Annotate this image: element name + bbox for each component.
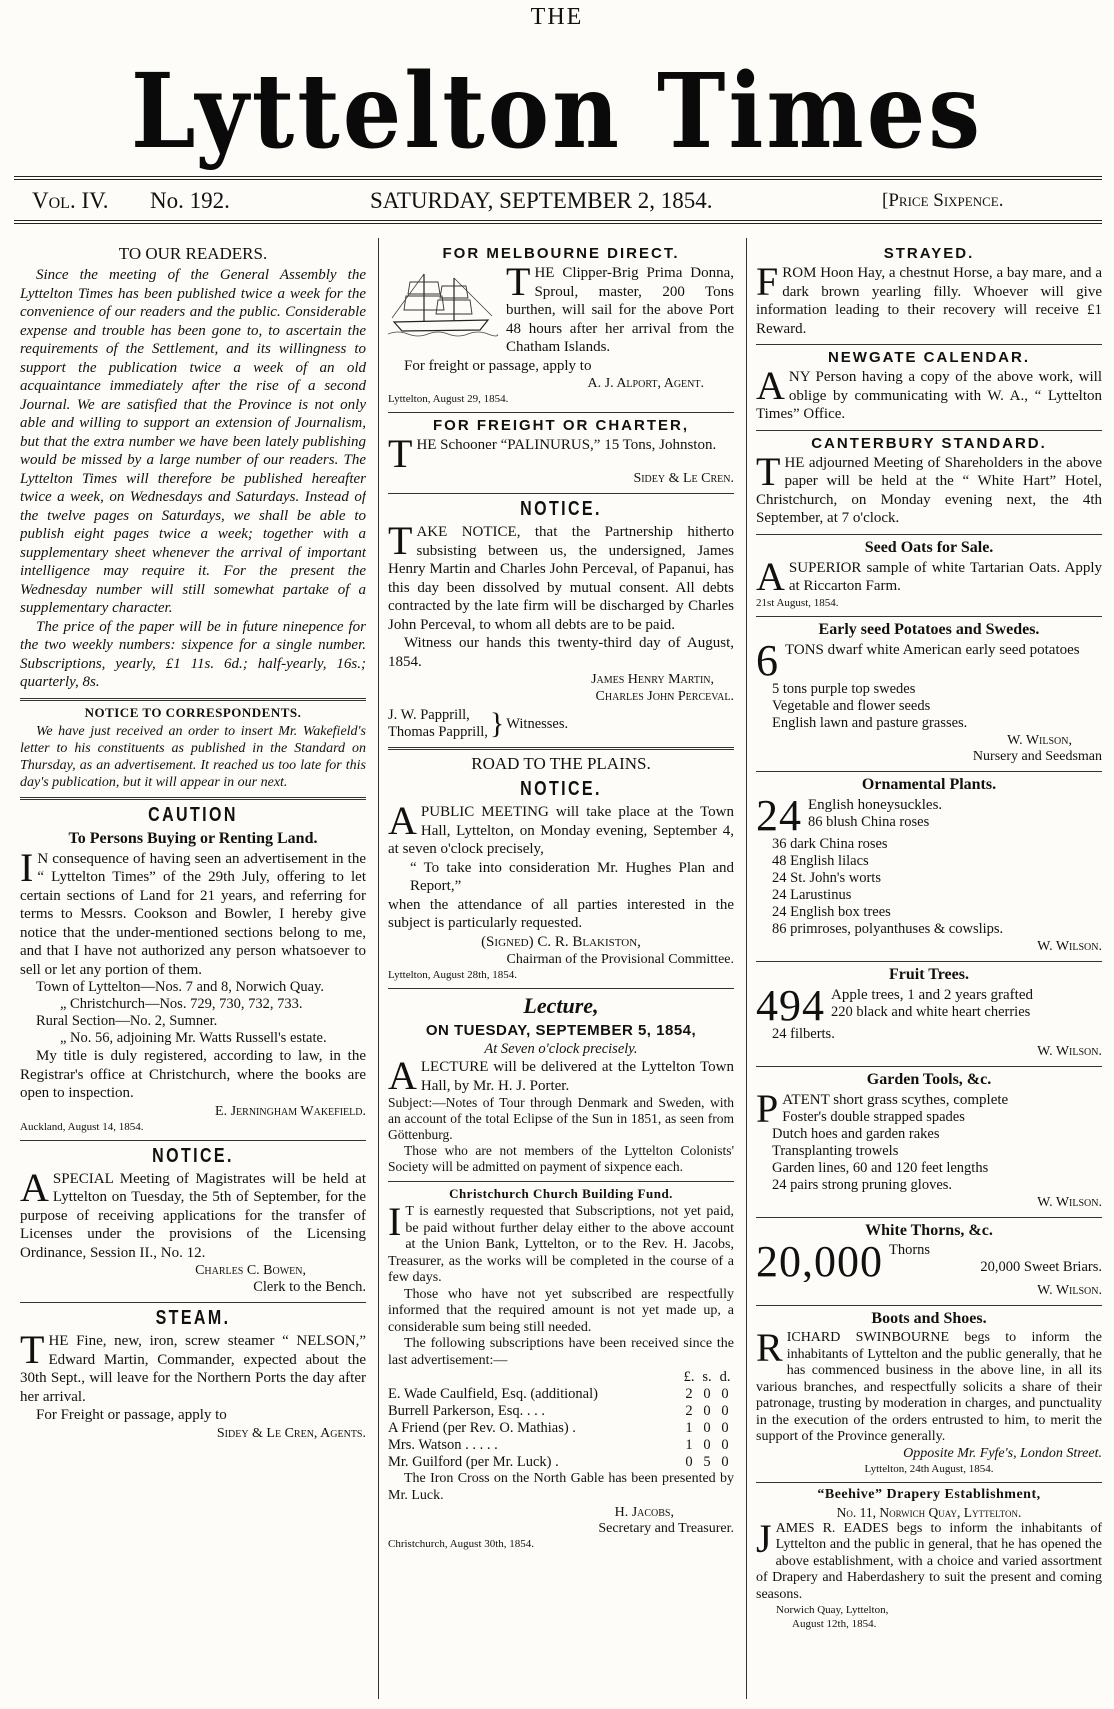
correspondents-body: We have just received an order to insert Mr. Wakefield's letter to his constituents as published in the Standard on Thursday, as an advertisement. It reached us too late for this day's publication, but it will appear in our next.: [20, 723, 366, 790]
melbourne-agent: A. J. Alport, Agent.: [587, 376, 704, 391]
strayed-initial: F: [756, 259, 779, 304]
beehive-heading: “Beehive” Drapery Establishment,: [817, 1486, 1041, 1502]
church-initial: I: [388, 1199, 402, 1244]
magistrates-heading: NOTICE.: [152, 1144, 234, 1167]
church-cross: The Iron Cross on the North Gable has been presented by Mr. Luck.: [388, 1471, 734, 1503]
correspondents-heading: NOTICE TO CORRESPONDENTS.: [84, 704, 302, 720]
boots-heading: Boots and Shoes.: [871, 1310, 987, 1327]
column-2: [388, 242, 734, 1701]
divider: [756, 430, 1102, 431]
brace: }: [489, 707, 505, 740]
beehive-dateline: Norwich Quay, Lyttelton,: [776, 1604, 889, 1616]
masthead-rule: [14, 179, 1102, 180]
issue-number: No. 192.: [150, 188, 230, 213]
divider: [20, 1302, 366, 1303]
divider: [756, 1482, 1102, 1483]
amount-shillings: 0: [703, 1420, 711, 1436]
divider: [756, 1066, 1102, 1067]
divider: [756, 1217, 1102, 1218]
steam-heading: STEAM.: [155, 1307, 231, 1329]
thorns-heading: White Thorns, &c.: [865, 1222, 993, 1239]
potatoes-item: English lawn and pasture grasses.: [772, 714, 968, 731]
divider: [20, 797, 366, 800]
ornamental-item: 24 Larustinus: [772, 886, 852, 903]
divider: [756, 616, 1102, 617]
caution-list-item: „ Christchurch—Nos. 729, 730, 732, 733.: [60, 996, 303, 1012]
divider: [20, 1140, 366, 1141]
column-rule: [378, 238, 379, 1699]
divider: [756, 534, 1102, 535]
caution-signer: E. Jerningham Wakefield.: [215, 1103, 366, 1119]
caution-list-item: Town of Lyttelton—Nos. 7 and 8, Norwich Quay.: [36, 979, 325, 995]
amount-shillings: 5: [703, 1454, 711, 1470]
divider: [756, 344, 1102, 345]
amount-pounds: 0: [685, 1454, 693, 1470]
column-3: [756, 242, 1102, 1701]
masthead-the: THE: [530, 4, 584, 30]
beehive-dateline: August 12th, 1854.: [792, 1618, 877, 1630]
steam-body: HE Fine, new, iron, screw steamer “ NELSON,” Edward Martin, Commander, expected about the 30th Sept., will leave for the Northern Ports the day after her arrival.: [20, 1333, 366, 1405]
table-header: [388, 1369, 734, 1386]
table-row: [388, 1437, 734, 1454]
melbourne-apply: For freight or passage, apply to: [404, 357, 592, 374]
ornamental-item: 24 English box trees: [772, 903, 891, 920]
divider: [388, 493, 734, 494]
divider: [388, 988, 734, 989]
tools-initial: P: [756, 1085, 779, 1131]
partnership-witness: Witness our hands this twenty-third day of August, 1854.: [388, 635, 734, 670]
table-row: [388, 1386, 734, 1403]
readers-price: The price of the paper will be in future ninepence for the two weekly numbers: sixpence for a single number. Subscriptions, yearly, £1 11s. 6d.; half-yearly, 16s.; quarterly, 8s.: [20, 618, 366, 690]
subscriber-name: Mr. Guilford (per Mr. Luck) .: [388, 1454, 559, 1470]
caution-initial: I: [20, 844, 34, 890]
charter-initial: T: [388, 431, 413, 476]
road-dateline: Lyttelton, August 28th, 1854.: [388, 969, 517, 981]
tools-body: ATENT short grass scythes, complete: [782, 1091, 1009, 1108]
ornamental-body: English honeysuckles.: [808, 796, 943, 813]
ship-illustration: [388, 268, 498, 340]
magistrates-initial: A: [20, 1164, 49, 1210]
boots-initial: R: [756, 1325, 783, 1370]
potatoes-item: Vegetable and flower seeds: [772, 697, 931, 714]
fruit-signer: W. Wilson.: [1037, 1043, 1102, 1059]
amount-shillings: 0: [703, 1437, 711, 1453]
newgate-heading: NEWGATE CALENDAR.: [827, 349, 1031, 366]
readers-heading: TO OUR READERS.: [118, 244, 268, 263]
melbourne-initial: T: [506, 259, 531, 304]
divider: [20, 698, 366, 701]
tools-item: Foster's double strapped spades: [782, 1109, 965, 1125]
tools-heading: Garden Tools, &c.: [866, 1070, 992, 1088]
masthead-title: Lyttelton Times: [130, 50, 984, 172]
dateline: [22, 188, 1102, 218]
boots-dateline: Lyttelton, 24th August, 1854.: [864, 1462, 994, 1475]
potatoes-item: 5 tons purple top swedes: [772, 680, 916, 697]
divider: [388, 747, 734, 750]
caution-list-item: „ No. 56, adjoining Mr. Watts Russell's estate.: [60, 1030, 327, 1046]
strayed-heading: STRAYED.: [883, 245, 975, 262]
price: [Price Sixpence.: [882, 190, 1004, 211]
thorns-label: Thorns: [889, 1242, 931, 1258]
subscriber-name: E. Wade Caulfield, Esq. (additional): [388, 1386, 598, 1402]
ornamental-item: 36 dark China roses: [772, 835, 888, 852]
boots-body: ICHARD SWINBOURNE begs to inform the inhabitants of Lyttelton and the public generally, that he has commenced business in the above line, in all its various branches, and respectfully solicits a share of their patronage, trusting by moderation in charges, and punctuality in the execution of the orders entrusted to him, to merit the support of the Province generally.: [756, 1330, 1102, 1444]
partnership-signer: Charles John Perceval.: [595, 689, 734, 704]
fruit-heading: Fruit Trees.: [889, 965, 969, 983]
road-notice: NOTICE.: [520, 778, 602, 800]
beehive-initial: J: [756, 1515, 772, 1561]
ornamental-item: 86 primroses, polyanthuses & cowslips.: [772, 920, 1004, 937]
fruit-body: Apple trees, 1 and 2 years grafted: [831, 986, 1034, 1003]
volume: Vol. IV.: [32, 188, 109, 213]
lecture-time: At Seven o'clock precisely.: [484, 1041, 638, 1057]
melbourne-body: HE Clipper-Brig Prima Donna, Sproul, master, 200 Tons burthen, will sail for the above Port 48 hours after her arrival from the Chatham Islands.: [506, 265, 734, 355]
amount-shillings: 0: [703, 1403, 711, 1419]
canterbury-initial: T: [756, 448, 781, 494]
amount-pence: 0: [721, 1437, 729, 1453]
church-signer: H. Jacobs,: [614, 1505, 674, 1520]
beehive-address: No. 11, Norwich Quay, Lyttelton.: [836, 1504, 1022, 1520]
issue-date: SATURDAY, SEPTEMBER 2, 1854.: [370, 188, 713, 213]
canterbury-body: HE adjourned Meeting of Shareholders in the above paper will be held at the “ White Hart” Hotel, Christchurch, on Monday evening next, the 4th September, at 7 o'clock.: [756, 454, 1102, 526]
fruit-item: 24 filberts.: [772, 1025, 835, 1042]
strayed-body: ROM Hoon Hay, a chestnut Horse, a bay mare, and a dark brown yearling filly. Whoever will give information leading to their recovery will receive £1 Reward.: [756, 265, 1102, 337]
table-row: [388, 1454, 734, 1471]
charter-heading: FOR FREIGHT OR CHARTER,: [433, 417, 689, 434]
road-quote: “ To take into consideration Mr. Hughes Plan and Report,”: [410, 859, 734, 894]
witnesses-label: Witnesses.: [506, 715, 569, 732]
amount-pounds: 2: [685, 1386, 693, 1402]
potatoes-role: Nursery and Seedsman: [972, 748, 1102, 764]
canterbury-heading: CANTERBURY STANDARD.: [811, 434, 1047, 452]
dateline-rule: [14, 220, 1102, 221]
potatoes-heading: Early seed Potatoes and Swedes.: [818, 620, 1040, 638]
magistrates-body: SPECIAL Meeting of Magistrates will be held at Lyttelton on Tuesday, the 5th of September, for the purpose of receiving applications for the transfer of Licenses under the provisions of the Licensing Ordinance, Session II., No. 12.: [20, 1170, 366, 1261]
road-chair: Chairman of the Provisional Committee.: [506, 952, 734, 967]
boots-address: Opposite Mr. Fyfe's, London Street.: [903, 1445, 1102, 1461]
caution-body: N consequence of having seen an advertisement in the “ Lyttelton Times” of the 29th July, offering to let certain sections of Land for 21 years, and referring for terms to Messrs. Cookson and Bowler, I hereby give notice that the under-mentioned sections belong to me, and that I have not authorized any person whatsoever to sell or let any portion of them.: [20, 850, 366, 978]
caution-title: My title is duly registered, according to law, in the Registrar's office at Christchurch, where the books are open to inspection.: [20, 1048, 366, 1101]
amount-pounds: 2: [685, 1403, 693, 1419]
masthead-rule: [14, 176, 1102, 177]
amount-pounds: 1: [685, 1420, 693, 1436]
column-header: s.: [702, 1369, 712, 1385]
caution-heading: CAUTION: [148, 803, 238, 826]
ornamental-signer: W. Wilson.: [1037, 938, 1102, 954]
steam-initial: T: [20, 1327, 45, 1372]
ornamental-quantity: 24: [756, 790, 802, 840]
partnership-initial: T: [388, 518, 413, 563]
partnership-signer: James Henry Martin,: [591, 672, 714, 687]
amount-pence: 0: [721, 1454, 729, 1470]
lecture-date: ON TUESDAY, SEPTEMBER 5, 1854,: [425, 1022, 697, 1039]
road-signed: (Signed) C. R. Blakiston,: [481, 933, 641, 950]
subscriber-name: Burrell Parkerson, Esq. . . .: [388, 1403, 546, 1419]
subscriber-name: A Friend (per Rev. O. Mathias) .: [388, 1420, 576, 1436]
church-heading: Christchurch Church Building Fund.: [449, 1186, 673, 1201]
column-header: d.: [719, 1369, 731, 1385]
thorns-signer: W. Wilson.: [1037, 1283, 1102, 1298]
lecture-subject: Subject:—Notes of Tour through Denmark and Sweden, with an account of the total Eclipse of the Sun in 1851, as seen from Göttenburg.: [388, 1095, 734, 1142]
potatoes-signer: W. Wilson,: [1007, 732, 1072, 748]
partnership-heading: NOTICE.: [520, 498, 602, 520]
table-row: [388, 1420, 734, 1437]
tools-item: Dutch hoes and garden rakes: [772, 1126, 940, 1142]
divider: [388, 412, 734, 413]
ornamental-heading: Ornamental Plants.: [861, 775, 997, 793]
steam-freight: For Freight or passage, apply to: [36, 1407, 227, 1423]
tools-item: Transplanting trowels: [772, 1143, 899, 1159]
lecture-body: LECTURE will be delivered at the Lyttelton Town Hall, by Mr. H. J. Porter.: [420, 1059, 734, 1094]
column-header: £.: [683, 1369, 695, 1385]
oats-initial: A: [756, 553, 785, 599]
ornamental-item: 48 English lilacs: [772, 852, 869, 869]
ornamental-item: 86 blush China roses: [808, 814, 930, 830]
witness-name: Thomas Papprill,: [388, 724, 488, 740]
subscriber-name: Mrs. Watson . . . . .: [388, 1437, 498, 1453]
church-body-3: The following subscriptions have been received since the last advertisement:—: [388, 1336, 734, 1368]
readers-body: Since the meeting of the General Assembly the Lyttelton Times has been published twice a week for the convenience of our readers and the public. Considerable expense and trouble has been gone to, to ascertain the requirements of the Settlement, and its willingness to support the publication twice a week of an old acquaintance immediately after the rise of a second Journal. We are satisfied that the Province is not only able and willing to support an extension of Journalism, but that the extra number we have been lately publishing would be missed by a large number of our readers. The Lyttelton Times will therefore be published hereafter twice a week, on Wednesdays and Saturdays. Instead of the twelve pages on Saturdays, we shall be able to publish eight pages twice a week; together with a supplementary sheet whenever the arrival of important intelligence may require it. For the present the Wednesday number will still somewhat partake of a supplementary character.: [20, 267, 366, 616]
thorns-item: 20,000 Sweet Briars.: [980, 1259, 1102, 1275]
subscriptions-table: [388, 1369, 734, 1471]
road-body: PUBLIC MEETING will take place at the Town Hall, Lyttelton, on Monday evening, September 4, at seven o'clock precisely,: [388, 804, 734, 857]
melbourne-heading: FOR MELBOURNE DIRECT.: [442, 245, 680, 262]
oats-heading: Seed Oats for Sale.: [864, 538, 994, 556]
tools-signer: W. Wilson.: [1037, 1195, 1102, 1210]
charter-body: HE Schooner “PALINURUS,” 15 Tons, Johnston.: [416, 437, 717, 453]
partnership-body: AKE NOTICE, that the Partnership hitherto subsisting between us, the undersigned, James Henry Martin and Charles John Perceval, of Papanui, has this day been dissolved by mutual consent. All debts contracted by the late firm will be discharged by Charles John Perceval, to whom all debts are to be paid.: [388, 524, 734, 633]
caution-dateline: Auckland, August 14, 1854.: [20, 1120, 144, 1133]
amount-shillings: 0: [703, 1386, 711, 1402]
church-body: T is earnestly requested that Subscriptions, not yet paid, be paid without further delay either to the above account at the Union Bank, Lyttelton, or to the Rev. H. Jacobs, Treasurer, as the works will be completed in the course of a few days.: [388, 1204, 734, 1285]
lecture-heading: Lecture,: [523, 993, 599, 1018]
road-heading: ROAD TO THE PLAINS.: [471, 754, 651, 773]
newgate-initial: A: [756, 363, 785, 408]
divider: [756, 771, 1102, 772]
dateline-rule: [14, 223, 1102, 224]
column-rule: [746, 238, 747, 1699]
magistrates-role: Clerk to the Bench.: [253, 1279, 366, 1295]
divider: [756, 1305, 1102, 1306]
fruit-quantity: 494: [756, 980, 825, 1030]
lecture-initial: A: [388, 1053, 417, 1098]
thorns-ad: [756, 1242, 1102, 1282]
magistrates-signer: Charles C. Bowen,: [195, 1263, 306, 1278]
oats-dateline: 21st August, 1854.: [756, 596, 839, 609]
lecture-admission: Those who are not members of the Lyttelton Colonists' Society will be admitted on payment of sixpence each.: [388, 1143, 734, 1174]
church-dateline: Christchurch, August 30th, 1854.: [388, 1538, 535, 1550]
church-role: Secretary and Treasurer.: [598, 1521, 734, 1536]
caution-list-item: Rural Section—No. 2, Sumner.: [36, 1013, 218, 1029]
newgate-body: NY Person having a copy of the above work, will oblige by communicating with W. A., “ Lyttelton Times” Office.: [756, 369, 1102, 422]
potatoes-quantity: 6: [756, 635, 779, 685]
column-1: [20, 242, 366, 1701]
oats-body: SUPERIOR sample of white Tartarian Oats. Apply at Riccarton Farm.: [788, 559, 1102, 594]
fruit-item: 220 black and white heart cherries: [831, 1004, 1031, 1020]
amount-pence: 0: [721, 1420, 729, 1436]
witness-name: J. W. Papprill,: [388, 707, 470, 723]
amount-pence: 0: [721, 1386, 729, 1402]
charter-agent: Sidey & Le Cren.: [633, 471, 734, 486]
thorns-quantity: 20,000: [756, 1242, 883, 1282]
melbourne-dateline: Lyttelton, August 29, 1854.: [388, 393, 509, 405]
caution-subheading: To Persons Buying or Renting Land.: [68, 829, 318, 847]
beehive-body: AMES R. EADES begs to inform the inhabitants of Lyttelton and the public in general, that he has opened the above establishment, with a choice and varied assortment of Drapery and Haberdashery to suit the present and coming seasons.: [756, 1520, 1102, 1602]
amount-pounds: 1: [685, 1437, 693, 1453]
tools-item: 24 pairs strong pruning gloves.: [772, 1177, 953, 1193]
church-body-2: Those who have not yet subscribed are respectfully informed that the required amount is not yet made up, a considerable sum being still needed.: [388, 1286, 734, 1335]
steam-agent: Sidey & Le Cren, Agents.: [216, 1425, 366, 1441]
divider: [756, 961, 1102, 962]
road-when: when the attendance of all parties interested in the subject is particularly requested.: [388, 896, 734, 931]
partnership-witnesses: [388, 707, 734, 741]
potatoes-body: TONS dwarf white American early seed potatoes: [785, 641, 1080, 658]
divider: [388, 1181, 734, 1182]
table-row: [388, 1403, 734, 1420]
tools-item: Garden lines, 60 and 120 feet lengths: [772, 1160, 989, 1176]
ornamental-item: 24 St. John's worts: [772, 869, 881, 886]
amount-pence: 0: [721, 1403, 729, 1419]
road-initial: A: [388, 798, 417, 843]
